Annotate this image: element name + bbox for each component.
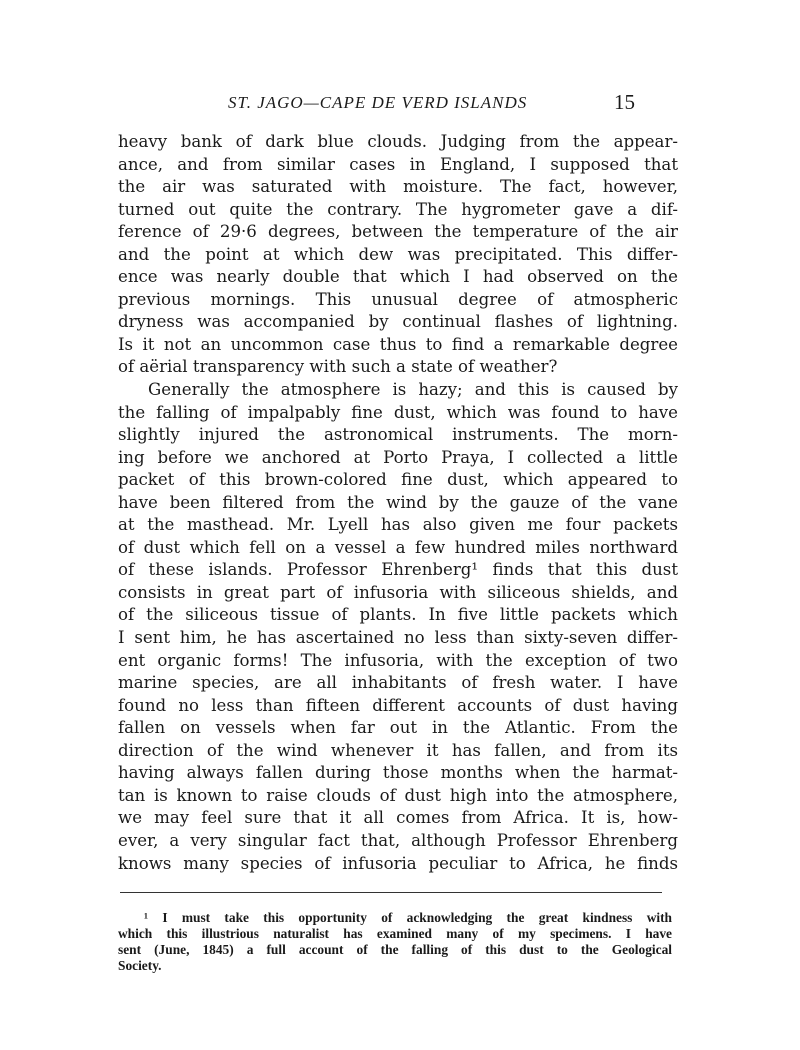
footnote — [118, 910, 672, 974]
text-line: direction of the wind whenever it has fallen, and from its — [118, 740, 678, 760]
text-line: ever, a very singular fact that, although Professor Ehrenberg — [118, 830, 678, 850]
footnote-line: Society. — [118, 957, 162, 973]
footnote-line: sent (June, 1845) a full account of the falling of this dust to the Geological — [118, 941, 672, 957]
text-line: heavy bank of dark blue clouds. Judging from the appear- — [118, 132, 678, 151]
text-line: marine species, are all inhabitants of fresh water. I have — [118, 673, 678, 693]
text-line: we may feel sure that it all comes from Africa. It is, how- — [118, 808, 678, 828]
text-line: of dust which fell on a vessel a few hundred miles northward — [118, 537, 678, 557]
text-line: ference of 29·6 degrees, between the temperature of the air — [118, 222, 678, 242]
text-line: previous mornings. This unusual degree of atmospheric — [118, 289, 678, 309]
paragraph-first-line: Generally the atmosphere is hazy; and this is caused by — [148, 380, 678, 400]
text-line: ance, and from similar cases in England, I supposed that — [118, 154, 678, 174]
text-line: having always fallen during those months when the harmat- — [118, 763, 678, 783]
text-line: dryness was accompanied by continual flashes of lightning. — [118, 312, 678, 332]
text-line: tan is known to raise clouds of dust high into the atmosphere, — [118, 785, 678, 805]
page-number: 15 — [614, 90, 635, 114]
footnote-line: which this illustrious naturalist has examined many of my specimens. I have — [118, 925, 672, 941]
text-line: have been filtered from the wind by the gauze of the vane — [118, 492, 678, 512]
text-line: of these islands. Professor Ehrenberg¹ finds that this dust — [118, 560, 678, 580]
text-line: knows many species of infusoria peculiar to Africa, he finds — [118, 853, 678, 873]
text-line: Is it not an uncommon case thus to find a remarkable degree — [118, 334, 678, 354]
text-line: slightly injured the astronomical instruments. The morn- — [118, 425, 678, 445]
text-line: ent organic forms! The infusoria, with the exception of two — [118, 650, 678, 670]
text-line: of aërial transparency with such a state of weather? — [118, 357, 558, 377]
text-line: packet of this brown-colored fine dust, which appeared to — [118, 470, 678, 490]
text-line: and the point at which dew was precipitated. This differ- — [118, 244, 678, 264]
footnote-line: ¹ I must take this opportunity of acknowledging the great kindness with — [144, 910, 672, 925]
text-line: I sent him, he has ascertained no less than sixty-seven differ- — [118, 628, 678, 648]
text-line: turned out quite the contrary. The hygrometer gave a dif- — [118, 199, 678, 219]
text-line: of the siliceous tissue of plants. In five little packets which — [118, 605, 678, 625]
text-line: at the masthead. Mr. Lyell has also given me four packets — [118, 515, 678, 535]
text-line: fallen on vessels when far out in the Atlantic. From the — [118, 718, 678, 738]
text-line: the air was saturated with moisture. The fact, however, — [118, 177, 678, 197]
text-line: the falling of impalpably fine dust, which was found to have — [118, 402, 678, 422]
text-line: ence was nearly double that which I had observed on the — [118, 267, 678, 287]
text-line: consists in great part of infusoria with siliceous shields, and — [118, 582, 678, 602]
text-line: ing before we anchored at Porto Praya, I collected a little — [118, 447, 678, 467]
text-line: found no less than fifteen different accounts of dust having — [118, 695, 678, 715]
footnote-divider — [120, 892, 662, 893]
running-header-title: ST. JAGO—CAPE DE VERD ISLANDS — [228, 93, 528, 112]
body-text — [118, 131, 678, 875]
